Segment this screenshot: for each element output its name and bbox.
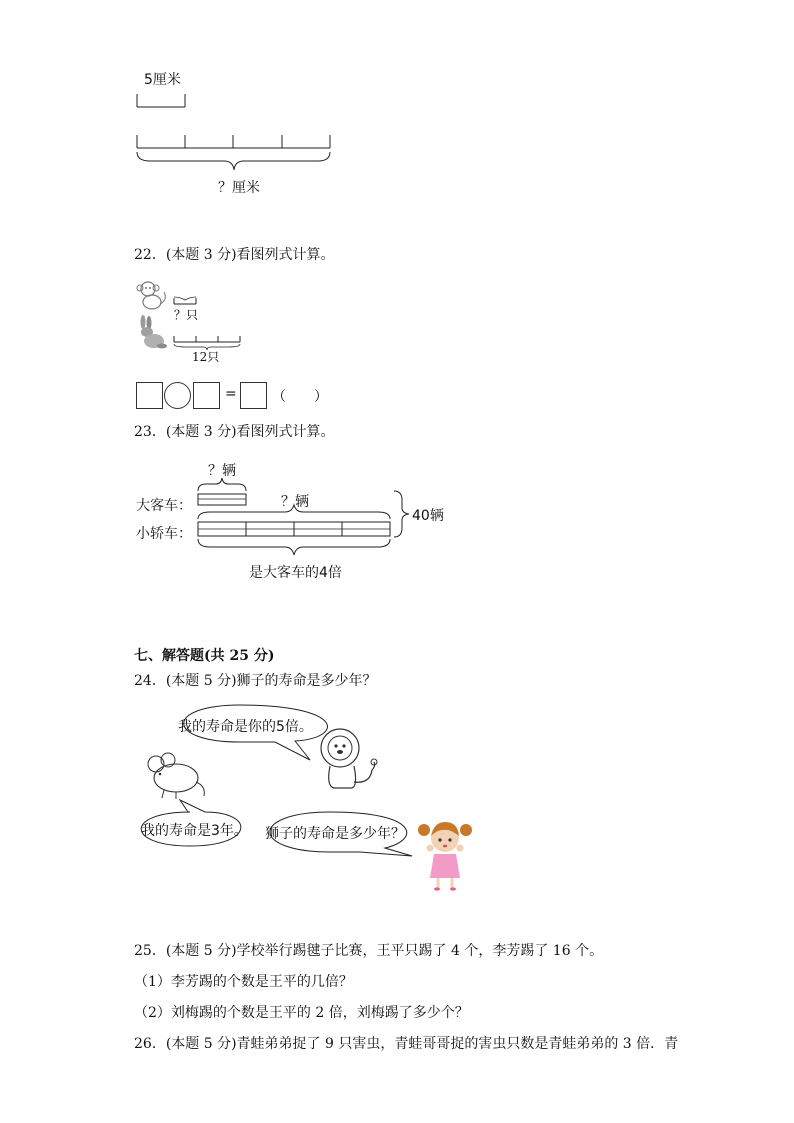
- q23-row1-label: 大客车：: [136, 498, 192, 514]
- q22-equals: =: [225, 386, 237, 402]
- q23-row2-label: 小轿车：: [136, 526, 192, 542]
- q26-text: 26．(本题 5 分)青蛙弟弟捉了 9 只害虫，青蛙哥哥捉的害虫只数是青蛙弟弟的 3 倍．青: [134, 1036, 679, 1052]
- q23-top-label: ？辆: [208, 463, 236, 479]
- q23-bottom-label: 是大客车的4倍: [249, 565, 342, 581]
- q24-girl-bubble-text: 狮子的寿命是多少年？: [265, 826, 405, 842]
- fig21-total-label: ？厘米: [218, 180, 260, 196]
- q24-text: 24．(本题 5 分)狮子的寿命是多少年？: [134, 673, 377, 689]
- q23-mid-label: ？辆: [281, 494, 309, 510]
- q25-sub1: （1）李芳踢的个数是王平的几倍？: [134, 974, 353, 990]
- q23-text: 23．(本题 3 分)看图列式计算。: [134, 424, 335, 440]
- mouse-icon: [146, 752, 208, 800]
- q22-monkey-label: ？只: [174, 308, 199, 322]
- lion-icon: [312, 726, 382, 794]
- q22-answer-paren: （ ）: [272, 389, 328, 405]
- q24-mouse-bubble-text: 我的寿命是3年。: [141, 823, 248, 839]
- girl-icon: [416, 818, 474, 892]
- fig21-unit-label: 5厘米: [144, 72, 181, 88]
- q24-lion-bubble-text: 我的寿命是你的5倍。: [178, 719, 313, 735]
- q25-text: 25．(本题 5 分)学校举行踢毽子比赛，王平只踢了 4 个，李芳踢了 16 个。: [134, 943, 604, 959]
- q25-sub2: （2）刘梅踢的个数是王平的 2 倍，刘梅踢了多少个？: [134, 1005, 469, 1021]
- q22-rabbit-label: 12只: [192, 350, 220, 364]
- q23-total-label: 40辆: [412, 508, 444, 524]
- section7-heading: 七、解答题(共 25 分): [134, 648, 275, 664]
- q22-text: 22．(本题 3 分)看图列式计算。: [134, 247, 335, 263]
